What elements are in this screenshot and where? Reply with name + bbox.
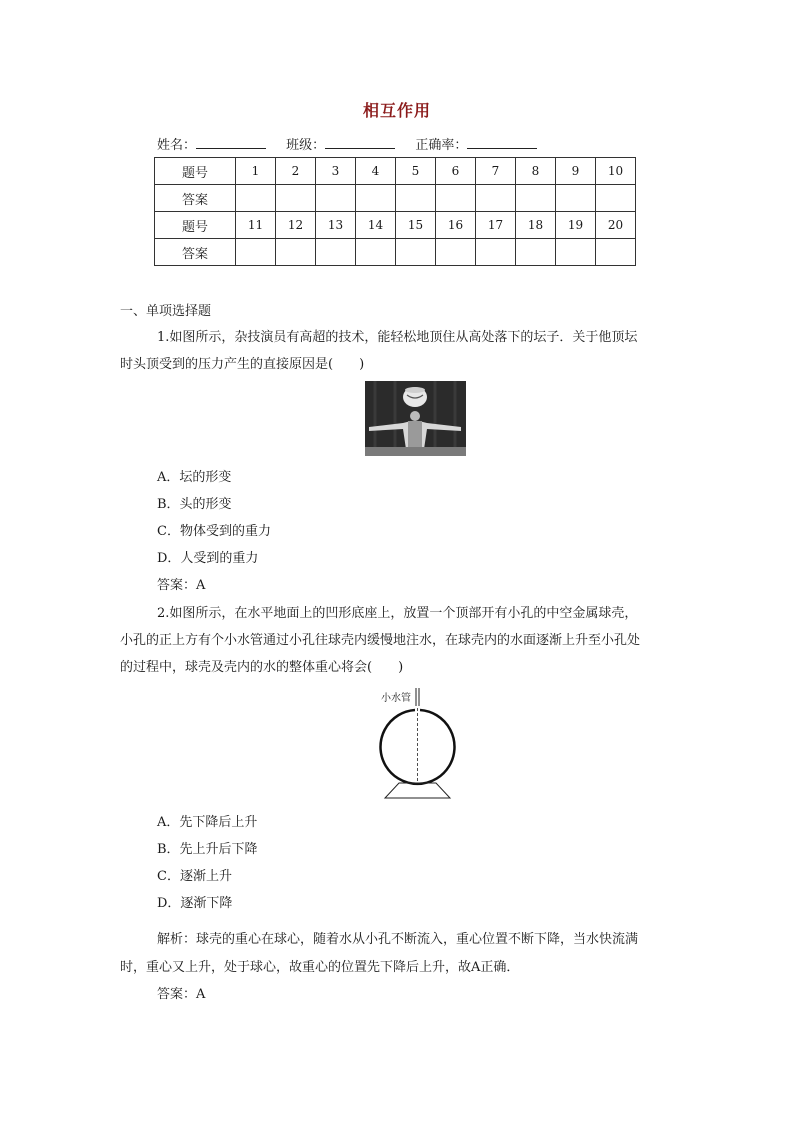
answer-cell[interactable]	[556, 239, 596, 266]
q1-option-c: C．物体受到的重力	[157, 524, 271, 539]
rate-blank[interactable]	[467, 136, 537, 149]
answer-cell[interactable]	[236, 185, 276, 212]
student-info-line	[157, 134, 553, 153]
section-heading: 一、单项选择题	[120, 304, 212, 319]
question-number-row	[155, 212, 636, 239]
answer-row	[155, 185, 636, 212]
answer-cell[interactable]	[316, 185, 356, 212]
answer-cell[interactable]	[556, 185, 596, 212]
question-number: 9	[556, 158, 596, 185]
q1-stem-line-2: 时头顶受到的压力产生的直接原因是( )	[120, 357, 365, 372]
q1-option-b: B．头的形变	[157, 497, 232, 512]
question-number: 8	[516, 158, 556, 185]
question-number-row	[155, 158, 636, 185]
row-header-question: 题号	[155, 158, 236, 185]
water-pipe-label: 小水管	[381, 693, 411, 704]
answer-cell[interactable]	[396, 185, 436, 212]
answer-cell[interactable]	[276, 239, 316, 266]
answer-cell[interactable]	[516, 239, 556, 266]
answer-row	[155, 239, 636, 266]
acrobat-photo	[365, 381, 466, 456]
rate-label: 正确率：	[415, 138, 468, 153]
question-number: 12	[276, 212, 316, 239]
question-number: 16	[436, 212, 476, 239]
question-number: 1	[236, 158, 276, 185]
question-number: 7	[476, 158, 516, 185]
question-number: 14	[356, 212, 396, 239]
name-label: 姓名：	[157, 138, 197, 153]
q1-answer: 答案：A	[157, 578, 206, 593]
q2-option-d: D．逐渐下降	[157, 896, 233, 911]
question-number: 3	[316, 158, 356, 185]
question-number: 2	[276, 158, 316, 185]
q2-option-a: A．先下降后上升	[157, 815, 258, 830]
question-number: 5	[396, 158, 436, 185]
answer-cell[interactable]	[476, 239, 516, 266]
row-header-question: 题号	[155, 212, 236, 239]
q2-analysis-line-1: 解析：球壳的重心在球心，随着水从小孔不断流入，重心位置不断下降，当水快流满	[157, 932, 639, 947]
answer-cell[interactable]	[516, 185, 556, 212]
q1-option-d: D．人受到的重力	[157, 551, 259, 566]
q2-stem-line-3: 的过程中，球壳及壳内的水的整体重心将会( )	[120, 660, 404, 675]
question-number: 11	[236, 212, 276, 239]
q2-answer: 答案：A	[157, 987, 206, 1002]
q2-option-c: C．逐渐上升	[157, 869, 232, 884]
question-number: 6	[436, 158, 476, 185]
sphere-diagram	[375, 686, 465, 802]
answer-cell[interactable]	[436, 185, 476, 212]
base-stand	[385, 783, 450, 798]
q1-stem-line-1: 1.如图所示，杂技演员有高超的技术，能轻松地顶住从高处落下的坛子．关于他顶坛	[157, 330, 638, 345]
q2-stem-line-1: 2.如图所示，在水平地面上的凹形底座上，放置一个顶部开有小孔的中空金属球壳，	[157, 606, 638, 621]
answer-table	[154, 157, 636, 266]
q1-option-a: A．坛的形变	[157, 470, 232, 485]
q2-option-b: B．先上升后下降	[157, 842, 258, 857]
answer-cell[interactable]	[476, 185, 516, 212]
row-header-answer: 答案	[155, 239, 236, 266]
name-blank[interactable]	[196, 136, 266, 149]
question-number: 15	[396, 212, 436, 239]
question-number: 13	[316, 212, 356, 239]
question-number: 19	[556, 212, 596, 239]
answer-cell[interactable]	[356, 239, 396, 266]
q2-analysis-line-2: 时，重心又上升，处于球心，故重心的位置先下降后上升，故A正确．	[120, 960, 520, 975]
row-header-answer: 答案	[155, 185, 236, 212]
answer-cell[interactable]	[236, 239, 276, 266]
answer-cell[interactable]	[436, 239, 476, 266]
class-blank[interactable]	[325, 136, 395, 149]
answer-cell[interactable]	[356, 185, 396, 212]
question-number: 18	[516, 212, 556, 239]
question-number: 17	[476, 212, 516, 239]
sphere-shell	[381, 710, 455, 784]
page-title: 相互作用	[362, 101, 431, 120]
answer-cell[interactable]	[276, 185, 316, 212]
class-label: 班级：	[286, 138, 326, 153]
answer-cell[interactable]	[596, 185, 636, 212]
answer-cell[interactable]	[396, 239, 436, 266]
answer-cell[interactable]	[596, 239, 636, 266]
question-number: 20	[596, 212, 636, 239]
question-number: 4	[356, 158, 396, 185]
q2-stem-line-2: 小孔的正上方有个小水管通过小孔往球壳内缓慢地注水，在球壳内的水面逐渐上升至小孔处	[120, 633, 641, 648]
question-number: 10	[596, 158, 636, 185]
answer-cell[interactable]	[316, 239, 356, 266]
